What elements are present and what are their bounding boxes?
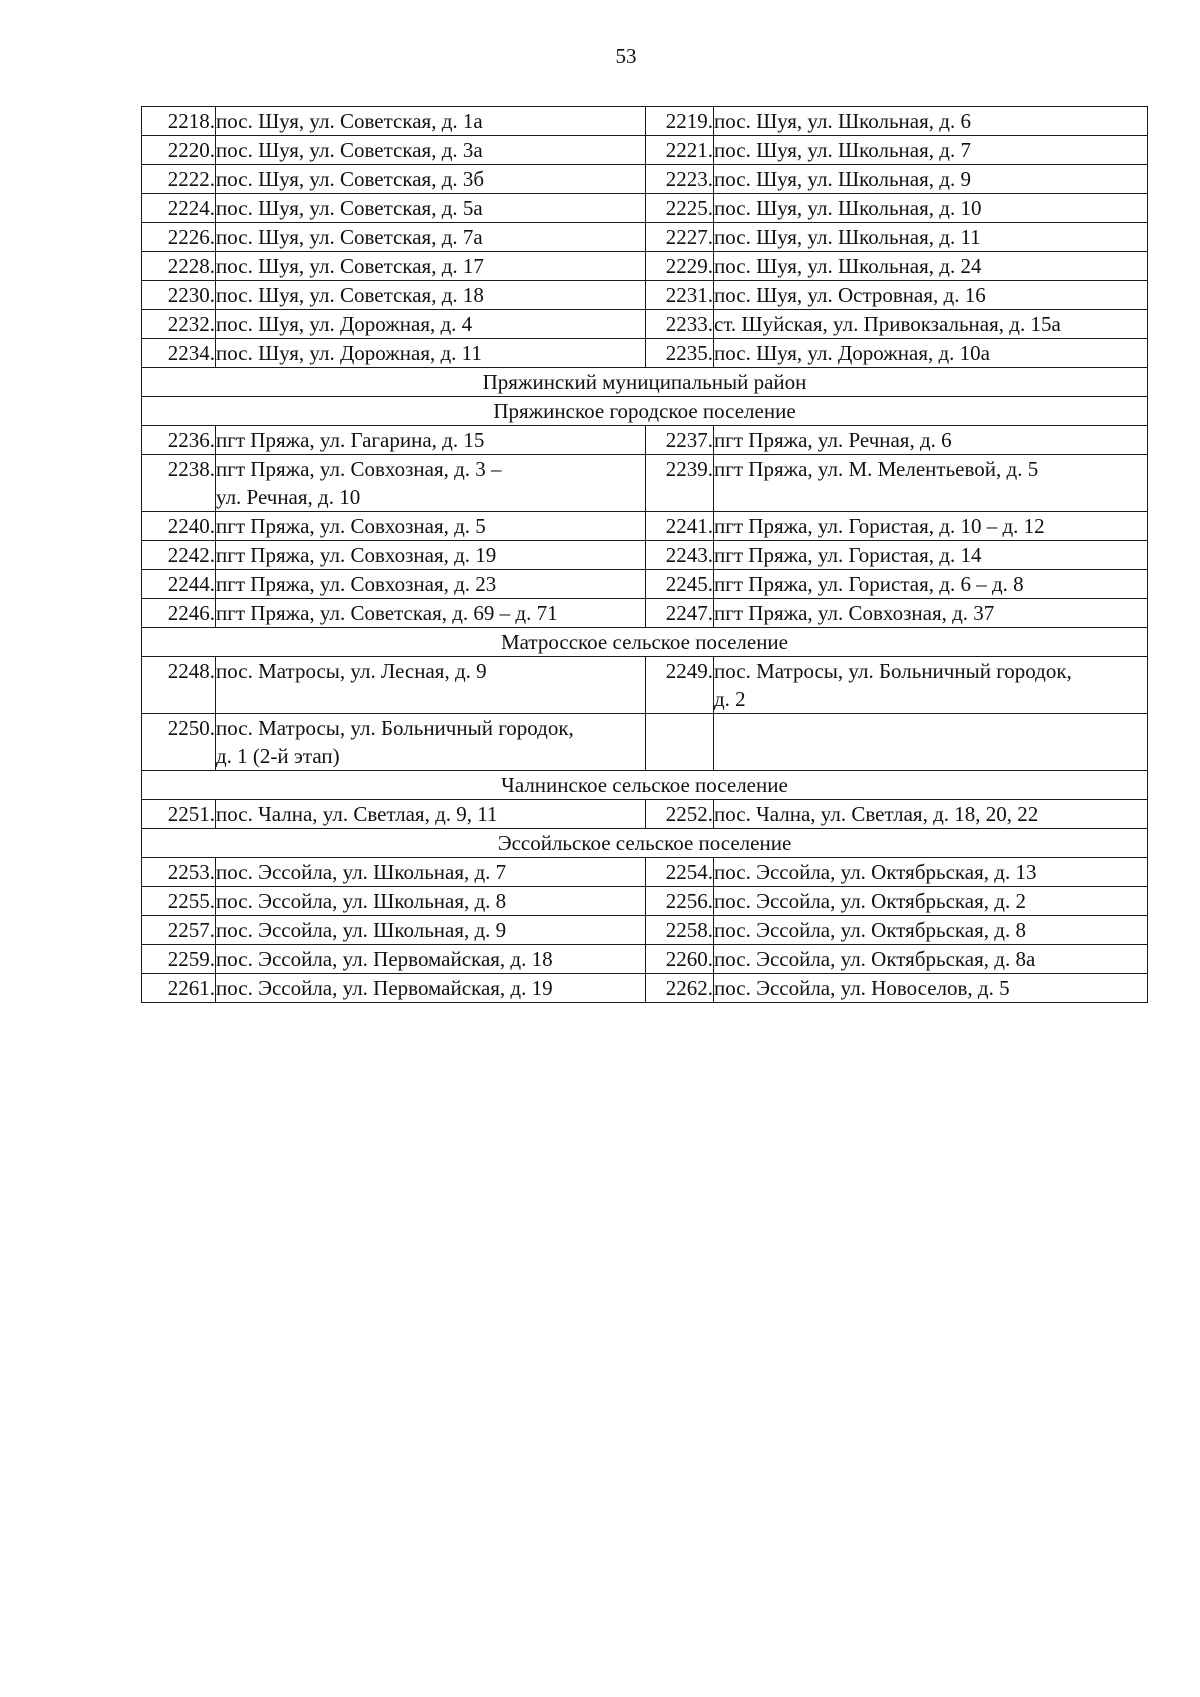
address-table-body xyxy=(142,107,1148,1003)
table-row xyxy=(142,223,1148,252)
entry-address: пос. Эссойла, ул. Октябрьская, д. 13 xyxy=(714,858,1148,887)
entry-address: пос. Эссойла, ул. Первомайская, д. 18 xyxy=(216,945,646,974)
table-row xyxy=(142,858,1148,887)
entry-number: 2245. xyxy=(646,570,714,599)
entry-address: пос. Эссойла, ул. Школьная, д. 8 xyxy=(216,887,646,916)
entry-address: пгт Пряжа, ул. Гористая, д. 6 – д. 8 xyxy=(714,570,1148,599)
entry-number: 2235. xyxy=(646,339,714,368)
entry-address: пос. Шуя, ул. Школьная, д. 9 xyxy=(714,165,1148,194)
entry-number: 2222. xyxy=(142,165,216,194)
entry-address: пос. Шуя, ул. Советская, д. 3б xyxy=(216,165,646,194)
table-row xyxy=(142,887,1148,916)
entry-number: 2250. xyxy=(142,714,216,771)
table-row xyxy=(142,541,1148,570)
table-row xyxy=(142,512,1148,541)
entry-address: пос. Шуя, ул. Школьная, д. 11 xyxy=(714,223,1148,252)
entry-number: 2258. xyxy=(646,916,714,945)
section-title: Эссойльское сельское поселение xyxy=(142,829,1148,858)
entry-address: пос. Шуя, ул. Школьная, д. 6 xyxy=(714,107,1148,136)
entry-address: пос. Шуя, ул. Советская, д. 17 xyxy=(216,252,646,281)
table-row xyxy=(142,339,1148,368)
table-row xyxy=(142,974,1148,1003)
entry-address: пгт Пряжа, ул. Совхозная, д. 3 – ул. Речная, д. 10 xyxy=(216,455,646,512)
address-table xyxy=(141,106,1148,1003)
table-row xyxy=(142,194,1148,223)
entry-address: пос. Шуя, ул. Школьная, д. 10 xyxy=(714,194,1148,223)
entry-number: 2257. xyxy=(142,916,216,945)
entry-number: 2218. xyxy=(142,107,216,136)
entry-address: пос. Матросы, ул. Больничный городок, д. 1 (2-й этап) xyxy=(216,714,646,771)
entry-number: 2242. xyxy=(142,541,216,570)
entry-number: 2246. xyxy=(142,599,216,628)
entry-number: 2224. xyxy=(142,194,216,223)
entry-address: пос. Шуя, ул. Дорожная, д. 11 xyxy=(216,339,646,368)
entry-number: 2252. xyxy=(646,800,714,829)
section-row xyxy=(142,771,1148,800)
entry-address: пгт Пряжа, ул. Совхозная, д. 19 xyxy=(216,541,646,570)
entry-number: 2237. xyxy=(646,426,714,455)
entry-number: 2234. xyxy=(142,339,216,368)
table-row xyxy=(142,916,1148,945)
entry-address: пгт Пряжа, ул. Совхозная, д. 23 xyxy=(216,570,646,599)
table-row xyxy=(142,570,1148,599)
entry-address: пгт Пряжа, ул. Гористая, д. 10 – д. 12 xyxy=(714,512,1148,541)
empty-cell xyxy=(646,714,714,771)
table-row xyxy=(142,281,1148,310)
table-row xyxy=(142,714,1148,771)
entry-number: 2260. xyxy=(646,945,714,974)
table-row xyxy=(142,310,1148,339)
entry-number: 2228. xyxy=(142,252,216,281)
entry-address: пгт Пряжа, ул. Советская, д. 69 – д. 71 xyxy=(216,599,646,628)
section-row xyxy=(142,829,1148,858)
table-row xyxy=(142,945,1148,974)
entry-address: пгт Пряжа, ул. М. Мелентьевой, д. 5 xyxy=(714,455,1148,512)
section-row xyxy=(142,397,1148,426)
entry-number: 2233. xyxy=(646,310,714,339)
page-number: 53 xyxy=(615,44,637,68)
section-title: Матросское сельское поселение xyxy=(142,628,1148,657)
entry-address: пос. Шуя, ул. Советская, д. 18 xyxy=(216,281,646,310)
entry-address: пос. Шуя, ул. Школьная, д. 7 xyxy=(714,136,1148,165)
section-title: Чалнинское сельское поселение xyxy=(142,771,1148,800)
entry-number: 2251. xyxy=(142,800,216,829)
entry-address: ст. Шуйская, ул. Привокзальная, д. 15а xyxy=(714,310,1148,339)
entry-address: пос. Эссойла, ул. Школьная, д. 9 xyxy=(216,916,646,945)
entry-number: 2248. xyxy=(142,657,216,714)
entry-address: пос. Матросы, ул. Лесная, д. 9 xyxy=(216,657,646,714)
entry-number: 2247. xyxy=(646,599,714,628)
entry-number: 2229. xyxy=(646,252,714,281)
entry-number: 2231. xyxy=(646,281,714,310)
table-row xyxy=(142,165,1148,194)
entry-address: пгт Пряжа, ул. Гагарина, д. 15 xyxy=(216,426,646,455)
entry-number: 2220. xyxy=(142,136,216,165)
table-row xyxy=(142,657,1148,714)
entry-address: пгт Пряжа, ул. Гористая, д. 14 xyxy=(714,541,1148,570)
table-row xyxy=(142,107,1148,136)
entry-number: 2227. xyxy=(646,223,714,252)
entry-number: 2232. xyxy=(142,310,216,339)
entry-number: 2239. xyxy=(646,455,714,512)
entry-number: 2226. xyxy=(142,223,216,252)
entry-number: 2243. xyxy=(646,541,714,570)
entry-address: пос. Эссойла, ул. Октябрьская, д. 8 xyxy=(714,916,1148,945)
entry-number: 2244. xyxy=(142,570,216,599)
entry-number: 2221. xyxy=(646,136,714,165)
entry-address: пгт Пряжа, ул. Совхозная, д. 37 xyxy=(714,599,1148,628)
entry-address: пгт Пряжа, ул. Речная, д. 6 xyxy=(714,426,1148,455)
entry-number: 2262. xyxy=(646,974,714,1003)
entry-number: 2241. xyxy=(646,512,714,541)
section-row xyxy=(142,628,1148,657)
section-title: Пряжинский муниципальный район xyxy=(142,368,1148,397)
entry-number: 2240. xyxy=(142,512,216,541)
table-row xyxy=(142,599,1148,628)
entry-number: 2254. xyxy=(646,858,714,887)
entry-address: пос. Эссойла, ул. Школьная, д. 7 xyxy=(216,858,646,887)
entry-address: пос. Шуя, ул. Островная, д. 16 xyxy=(714,281,1148,310)
section-title: Пряжинское городское поселение xyxy=(142,397,1148,426)
table-row xyxy=(142,800,1148,829)
entry-address: пос. Шуя, ул. Советская, д. 7а xyxy=(216,223,646,252)
entry-address: пос. Эссойла, ул. Первомайская, д. 19 xyxy=(216,974,646,1003)
entry-number: 2255. xyxy=(142,887,216,916)
entry-address: пос. Эссойла, ул. Октябрьская, д. 2 xyxy=(714,887,1148,916)
entry-number: 2259. xyxy=(142,945,216,974)
entry-address: пос. Чална, ул. Светлая, д. 18, 20, 22 xyxy=(714,800,1148,829)
entry-number: 2230. xyxy=(142,281,216,310)
entry-address: пос. Шуя, ул. Советская, д. 5а xyxy=(216,194,646,223)
entry-address: пос. Шуя, ул. Дорожная, д. 10а xyxy=(714,339,1148,368)
entry-number: 2223. xyxy=(646,165,714,194)
entry-address: пос. Шуя, ул. Дорожная, д. 4 xyxy=(216,310,646,339)
entry-number: 2238. xyxy=(142,455,216,512)
entry-address: пос. Шуя, ул. Советская, д. 3а xyxy=(216,136,646,165)
entry-address: пос. Эссойла, ул. Октябрьская, д. 8а xyxy=(714,945,1148,974)
entry-number: 2236. xyxy=(142,426,216,455)
section-row xyxy=(142,368,1148,397)
entry-address: пос. Матросы, ул. Больничный городок, д. 2 xyxy=(714,657,1148,714)
entry-address: пос. Шуя, ул. Школьная, д. 24 xyxy=(714,252,1148,281)
entry-address: пос. Чална, ул. Светлая, д. 9, 11 xyxy=(216,800,646,829)
entry-address: пос. Шуя, ул. Советская, д. 1а xyxy=(216,107,646,136)
entry-number: 2253. xyxy=(142,858,216,887)
table-row xyxy=(142,455,1148,512)
entry-address: пгт Пряжа, ул. Совхозная, д. 5 xyxy=(216,512,646,541)
table-row xyxy=(142,252,1148,281)
entry-address: пос. Эссойла, ул. Новоселов, д. 5 xyxy=(714,974,1148,1003)
entry-number: 2219. xyxy=(646,107,714,136)
entry-number: 2225. xyxy=(646,194,714,223)
entry-number: 2261. xyxy=(142,974,216,1003)
table-row xyxy=(142,426,1148,455)
empty-cell xyxy=(714,714,1148,771)
entry-number: 2249. xyxy=(646,657,714,714)
entry-number: 2256. xyxy=(646,887,714,916)
table-row xyxy=(142,136,1148,165)
